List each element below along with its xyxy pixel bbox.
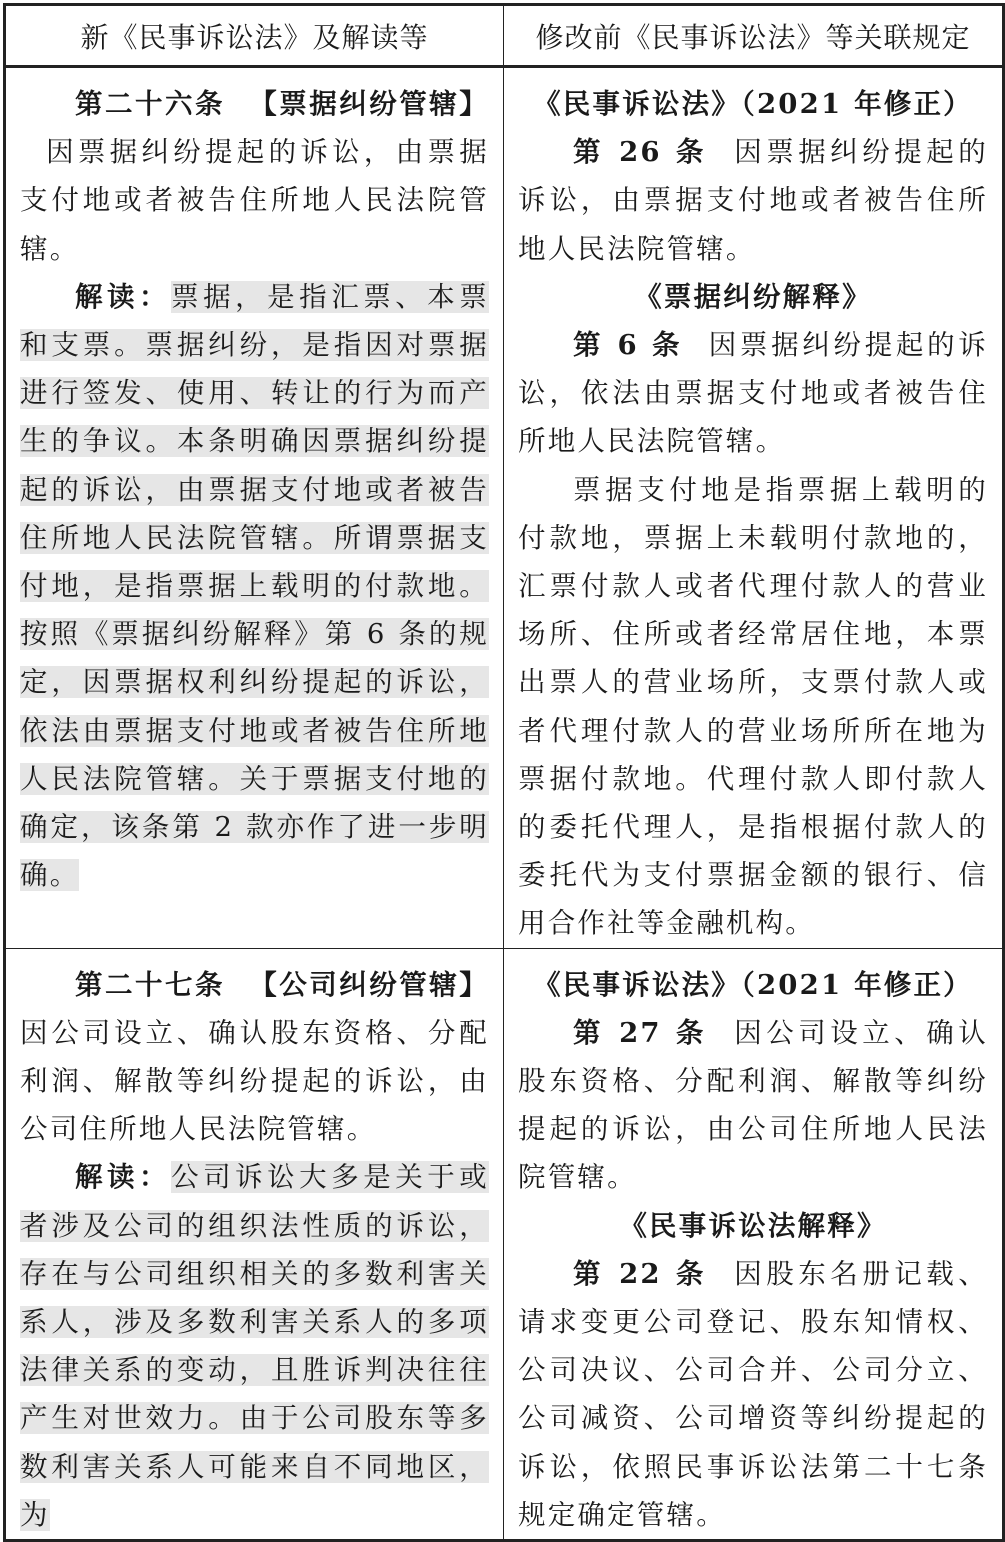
law-article-paragraph	[518, 128, 988, 273]
left-cell	[5, 67, 504, 949]
left-cell	[5, 948, 504, 1540]
law-title: 《民事诉讼法解释》	[619, 1209, 887, 1242]
article-text: 因公司设立、确认股东资格、分配利润、解散等纠纷提起的诉讼，由公司住所地人民法院管辖。	[20, 1016, 489, 1146]
interpretation-paragraph	[20, 273, 489, 900]
law-article-text: 因股东名册记载、请求变更公司登记、股东知情权、公司决议、公司合并、公司分立、公司减资、公司增资等纠纷提起的诉讼，依照民事诉讼法第二十七条规定确定管辖。	[518, 1257, 988, 1531]
table-row	[5, 67, 1004, 949]
law-title: 《民事诉讼法》（2021 年修正）	[533, 88, 973, 120]
law-article-number: 第 22 条	[573, 1257, 708, 1290]
law-article-paragraph	[518, 321, 988, 466]
interpretation-label: 解读：	[75, 280, 172, 313]
article-text: 因票据纠纷提起的诉讼，由票据支付地或者被告住所地人民法院管辖。	[20, 136, 489, 265]
article-paragraph	[20, 961, 489, 1154]
article-heading: 【公司纠纷管辖】	[249, 968, 489, 1001]
law-article-paragraph	[518, 1009, 988, 1202]
table-header-row	[5, 5, 1004, 67]
interpretation-paragraph	[20, 1153, 489, 1539]
right-cell	[504, 948, 1004, 1540]
law-article-text: 因票据纠纷提起的诉讼，由票据支付地或者被告住所地人民法院管辖。	[518, 136, 988, 265]
law-article-text: 因票据纠纷提起的诉讼，依法由票据支付地或者被告住所地人民法院管辖。	[518, 329, 988, 458]
law-article-number: 第 6 条	[573, 329, 684, 362]
header-left: 新《民事诉讼法》及解读等	[5, 5, 504, 67]
comparison-table	[3, 3, 1005, 1542]
law-title: 《民事诉讼法》（2021 年修正）	[533, 968, 973, 1001]
interpretation-text: 公司诉讼大多是关于或者涉及公司的组织法性质的诉讼，存在与公司组织相关的多数利害关系人，涉及多数利害关系人的多项法律关系的变动，且胜诉判决往往产生对世效力。由于公司股东等多数利害关系人可能来自不同地区，为	[20, 1161, 489, 1531]
article-heading: 【票据纠纷管辖】	[249, 88, 489, 120]
law-title: 《票据纠纷解释》	[634, 280, 872, 313]
interpretation-label: 解读：	[75, 1161, 172, 1194]
article-paragraph	[20, 80, 489, 273]
law-article-paragraph	[518, 1250, 988, 1539]
article-number: 第二十七条	[75, 968, 225, 1001]
header-right: 修改前《民事诉讼法》等关联规定	[504, 5, 1004, 67]
interpretation-text: 票据，是指汇票、本票和支票。票据纠纷，是指因对票据进行签发、使用、转让的行为而产生的争议。本条明确因票据纠纷提起的诉讼，由票据支付地或者被告住所地人民法院管辖。所谓票据支付地，是指票据上载明的付款地。按照《票据纠纷解释》第 6 条的规定，因票据权利纠纷提起的诉讼，依法由票据支付地或者被告住所地人民法院管辖。关于票据支付地的确定，该条第 2 款亦作了进一步明确。	[20, 280, 489, 892]
law-article-number: 第 26 条	[573, 136, 708, 169]
law-article-number: 第 27 条	[573, 1016, 708, 1049]
law-article-paragraph: 票据支付地是指票据上载明的付款地，票据上未载明付款地的，汇票付款人或者代理付款人的营业场所、住所或者经常居住地，本票出票人的营业场所，支票付款人或者代理付款人的营业场所所在地为票据付款地。代理付款人即付款人的委托代理人，是指根据付款人的委托代为支付票据金额的银行、信用合作社等金融机构。	[518, 473, 988, 940]
article-number: 第二十六条	[75, 88, 225, 120]
law-article-text: 因公司设立、确认股东资格、分配利润、解散等纠纷提起的诉讼，由公司住所地人民法院管辖。	[518, 1016, 988, 1194]
right-cell	[504, 67, 1004, 949]
table-row	[5, 948, 1004, 1540]
